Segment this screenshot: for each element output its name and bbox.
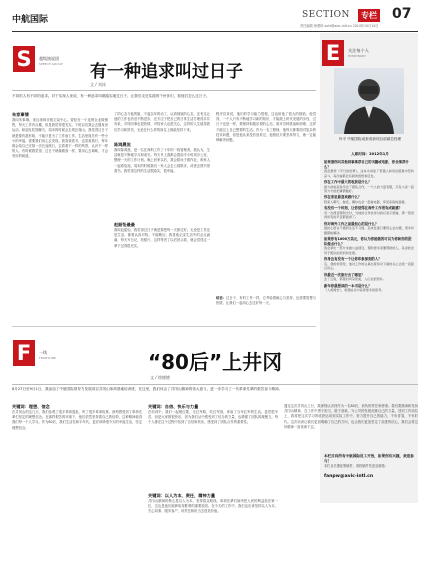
speech-col-3: [216, 112, 316, 322]
frontline-subhead-3: 关键词：以人为本，责任，精神力量: [148, 493, 216, 498]
person-silhouette-icon: [334, 68, 404, 134]
qa-question: 有没有一个时刻，让你觉得在海外工作很有成就感？: [324, 206, 402, 211]
qa-item: [324, 222, 414, 235]
qa-question: 你身边有没有一个让你印象深刻的人？: [324, 257, 382, 262]
qa-answer: 我会推荐《平凡的世界》，这本书讲述了普通人如何在困难中坚持奋斗，每次看都会有新的感悟和启发。: [324, 169, 414, 178]
frontline-col-1: [12, 404, 142, 564]
qa-answer: 最大的收获是学会了团队合作，一个人的力量有限，只有大家一起努力才能把事情做好。: [324, 184, 414, 193]
qa-item: [324, 257, 414, 270]
qa-answer: 《人类简史》，希望能从中获得更多的思考。: [324, 288, 385, 293]
qa-answer: 有一次项目顺利交付，当地的合作伙伴对我们表示感谢，那一刻觉得所有的辛苦都值得了。: [324, 211, 414, 220]
frontline-badge: [13, 340, 69, 368]
speech-col-2: [114, 112, 210, 322]
speech-subhead-3: 赵韶怡最最: [114, 222, 135, 227]
frontline-subhead-2: 关键词：自信、快乐与力量: [148, 404, 199, 409]
speech-badge: [13, 46, 63, 74]
speech-subhead-2: 陈鸿晨说: [114, 142, 131, 147]
speech-rule: [12, 90, 316, 91]
wanted-body: 本栏目长期征集稿件，请将稿件发送至邮箱：: [324, 463, 388, 468]
qa-question: 如果你有1000万美元，你认为你能做的可以为你和你的团队做点什么？: [324, 237, 412, 246]
qa-item: [324, 273, 414, 282]
qa-answer: 去了云南，那里的风景很美，人们也很淳朴。: [324, 277, 386, 282]
frontline-text-1: 在井冈山的这几天，我们参观了很多革命遗址，听了很多革命故事，深刻感受到了革命先辈们坚定的理想信念。在那样艰苦的环境下，他们依然坚持着自己的信仰，这种精神值得我们每一个人学习。作为80后，我们生活在和平年代，更应该珍惜今天的幸福生活，坚定理想信念。: [12, 410, 142, 430]
header-rule: [12, 31, 418, 32]
qa-item: [324, 160, 414, 178]
frontline-text-col3: 通过这次井冈山之行，我深刻认识到作为一名80后，肩负的责任和使命。我们要继承和发扬井冈山精神，在工作中勇于担当，敢于创新，为公司的发展贡献自己的力量。回到工作岗位上，我将把这次学习的收获运用到实际工作中，努力提升自己的能力，不负青春，不负时代。这次培训让我们更加明确了自己的方向，也让我们更加坚定了前进的信心，我们会将这份精神一直传承下去。: [284, 404, 418, 429]
qa-item: [324, 180, 414, 193]
header-meta: 责任编辑 徐蕾珍 xufz@avic-intl.cn 2014年10月14日: [300, 24, 379, 28]
frontline-byline: 文 / 徐德德: [150, 375, 170, 380]
frontline-col-3: [284, 404, 418, 564]
divider-mid: [12, 326, 316, 327]
qa-answer: 我会拿出一部分来做公益项目，帮助更多需要帮助的人，其余的会用于团队的培训和发展。: [324, 246, 414, 255]
frontline-subhead-1: 关键词：理想、信念: [12, 404, 50, 409]
qa-item: [324, 284, 414, 293]
qa-question: 新年你最想读的一本书是什么？: [324, 283, 372, 288]
sidebar-badge-title: 关注每个人: [348, 48, 369, 53]
speech-text-1: 我叫朱事琳。来自深圳市航空局中心。曾经在一个连锁企业做销售，每天工作有点累，但是我觉得很充实。下班以后我会去健身房运动，和朋友吃饭聊天，周末的时候会去郊区爬山。我觉得过日子就是要有滋有味，不能只是为了工作而工作。生活里面总有一些小小的幸福，需要我们用心去发现。我喜欢看书，也喜欢旅行，每年都会给自己安排一次长途旅行，去看看不一样的风景，认识不一样的人。有时候我觉得，过日子就像做饭一样，要用心去调味，才会有好的味道。: [12, 118, 108, 159]
speech-conclusion-label: 结语：: [216, 296, 227, 300]
frontline-col-2: [148, 404, 278, 564]
speech-byline: 文 / 刘冰: [90, 82, 106, 87]
person-years: 入职时间：2012年1月: [351, 152, 389, 156]
qa-answer: 有，我的老领导，他对工作的认真态度和对下属的关心让我一直铭记在心。: [324, 261, 414, 271]
frontline-title: “80后”上井冈: [148, 350, 283, 374]
person-photo: [334, 68, 404, 134]
speech-text-col2: 了的心态与他的姐，不逾以年的动了，认真细致的心态，还有这让他的工作也仍旧不断进步，还专注于把自己的日常生活打理得井井有条，对待同事也很热情，对待家人也很关心，这样的人生值得我们学习和效仿，无论在什么样的岗位上都能坚持下来。: [114, 112, 210, 132]
speech-text-3: 我叫赵韶怡，我觉得过日子就是要把每一天都过好。无论是工作还是生活，都要认真对待，不能敷衍。我喜欢记录生活中的点点滴滴，每天写日记，拍照片，这样等老了以后回头看，就会觉得这一辈子过得很充实。: [114, 228, 210, 248]
frontline-badge-title: 一线: [39, 350, 47, 355]
speech-badge-letter: S: [13, 46, 35, 72]
qa-answer: 陪家人聊天，做饭，偶尔也会一起看电影，享受家庭的温暖。: [324, 200, 408, 204]
qa-question: 你对海外工作之前最担心的是什么？: [324, 221, 379, 226]
section-tag: 专栏: [358, 9, 380, 22]
speech-conclusion-text: 过日子，有时工作一样，它考验着耐心与坚持，也需要智慧与热情，让我们一起用心去过好每一天。: [216, 296, 316, 306]
page-header: [12, 4, 418, 30]
contact-email[interactable]: fanpw@avic-intl.cn: [324, 473, 374, 479]
section-name: 中航国际: [12, 15, 49, 25]
qa-answer: 最担心语言不通和生活不习惯，后来发现只要用心去沟通，很多问题都能解决。: [324, 226, 414, 235]
sidebar-badge-letter: E: [322, 40, 344, 66]
frontline-lead: 8月27日至9月1日，我参加了中航国际领导力发展项目井冈山革命基地培训班，在这里，我们体会了井冈山精神的伟大意义，进一步学习了一代革命先辈的艰苦奋斗精神。: [12, 387, 283, 391]
person-role: 肖平 中航国际成套成套项目部副总经理: [338, 137, 402, 141]
qa-question: 如果请你向其他同事推荐自己的书籍或电影，你会推荐什么？: [324, 160, 409, 169]
qa-question: 你在工作中最大的收获是什么？: [324, 180, 372, 184]
speech-col-1: [12, 112, 108, 322]
frontline-text-2: 在培训中，我们一起唱红歌，走红军路，吃红军饭，体验了当年红军的生活。虽然很辛苦，但是大家都很快乐，因为我们从中感受到了信念的力量，也增强了团队的凝聚力。每个人都在这个过程中找到了自信和快乐，感受到了团队合作的重要性。: [148, 410, 278, 425]
qa-item: [324, 206, 414, 219]
speech-badge-title: 超级演说团: [39, 56, 59, 61]
qa-question: 你最近一次旅行去了哪里？: [324, 272, 365, 277]
frontline-badge-en: FRONTLINE: [39, 356, 56, 360]
frontline-badge-letter: F: [13, 340, 35, 366]
speech-text-col3: 程序员来说，他们的学习能力很强，这也给他了很大的鼓励。他觉得，一个人只有不断地学习新的知识，才能跟上时代发展的步伐，过日子也是一样，要保持积极乐观的心态，面对各种挑战和困难，这样才能过上自己想要的生活。作为一名工程师，他每天都要面对复杂的技术问题，但是他从来没有放弃过，他相信只要坚持努力，就一定能够解决问题。: [216, 112, 316, 143]
speech-title: 有一种追求叫过日子: [90, 62, 243, 82]
frontline-text-3: 井冈山精神的核心是以人为本，坚持群众路线。革命先辈们始终把人民的利益放在第一位，这也是他们能够取得胜利的重要原因。在今天的工作中，我们也应该坚持以人为本，关心同事，服务客户，用责任和担当去创造价值。: [148, 499, 278, 514]
speech-lead: 不同的人有不同的追求。对于实现人来说，有一种追求叫做踏实地过日子，让我们走近实践的个伙伴们，看他们怎么过日子。: [12, 94, 210, 98]
speech-badge-en: SPEECH GROUP: [39, 62, 63, 66]
section-word: SECTION: [302, 10, 350, 20]
qa-item: [324, 237, 414, 255]
sidebar-badge-en: EVERYBODY: [348, 54, 366, 58]
speech-subhead-1: 朱家事情: [12, 112, 29, 117]
qa-question: 你在家里最喜欢做什么？: [324, 195, 362, 200]
page-number: 07: [392, 6, 412, 22]
speech-text-2: 我叫陈鸿晨，是一名在深圳工作了十年的一线管理者。我认为，生活就是不断地学习和成长。每天早上我都会提前半小时到办公室，整理一天的工作计划。晚上回家以后，我会陪孩子做作业，和家人一起看电视。周末的时候我们一家人会去公园散步，或者去图书馆看书。我觉得这样的生活很踏实，很幸福。: [114, 148, 210, 173]
sidebar-badge: [322, 40, 416, 66]
wanted-title: 本栏目向所有中航国际员工开放，如果你有兴趣，欢迎参与！: [324, 454, 414, 463]
speech-conclusion: [216, 296, 316, 318]
qa-item: [324, 195, 414, 204]
frontline-rule: [12, 384, 418, 385]
